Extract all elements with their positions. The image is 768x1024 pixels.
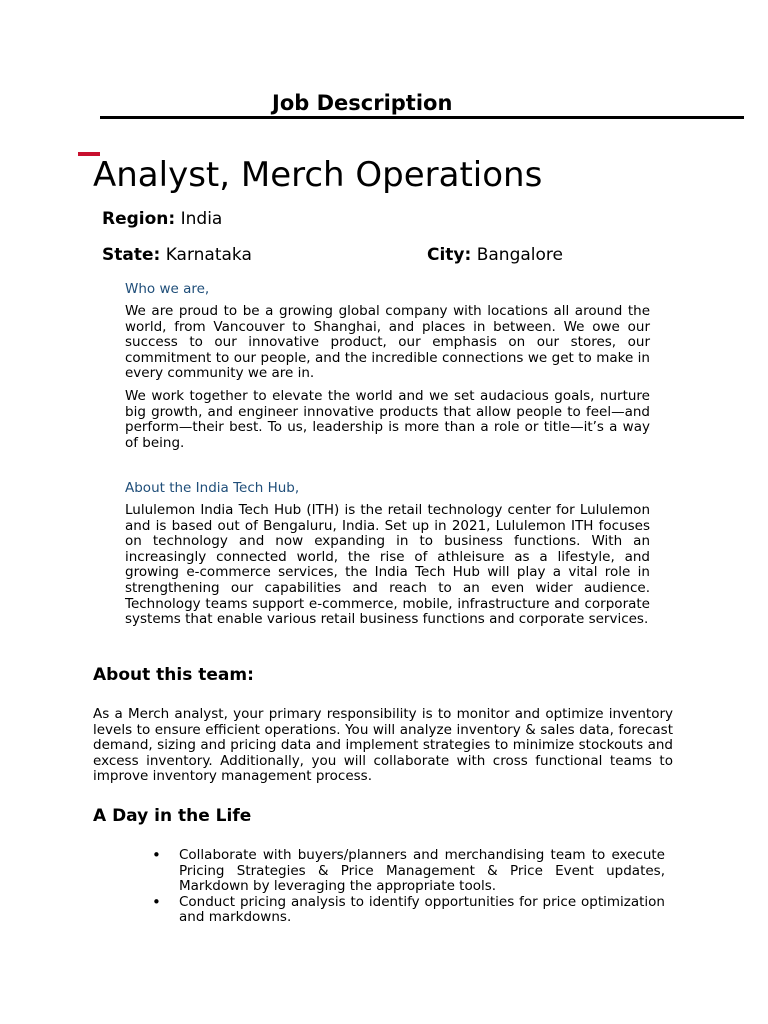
region-field: [102, 209, 222, 229]
document-header-title: Job Description: [272, 91, 453, 115]
who-we-are-heading: Who we are,: [125, 281, 210, 297]
list-item-text: Conduct pricing analysis to identify opportunities for price optimization and markdowns.: [179, 893, 665, 926]
about-team-paragraph: As a Merch analyst, your primary responsibility is to monitor and optimize inventory levels to ensure efficient operations. You will analyze inventory & sales data, forecast demand, sizing and pricing data and implement strategies to minimize stockouts and excess inventory. Additionally, you will collaborate with cross functional teams to improve inventory management process.: [93, 706, 673, 785]
bullet-icon: •: [152, 892, 161, 911]
region-value: India: [180, 209, 223, 229]
who-we-are-paragraph-2: We work together to elevate the world and we set audacious goals, nurture big growth, and engineer innovative products that allow people to feel—and perform—their best. To us, leadership is more than a role or title—it’s a way of being.: [125, 388, 650, 451]
header-divider: [100, 116, 744, 119]
bullet-icon: •: [152, 846, 161, 864]
state-field: [102, 245, 252, 265]
city-field: [427, 245, 563, 265]
about-hub-paragraph: Lululemon India Tech Hub (ITH) is the retail technology center for Lululemon and is based out of Bengaluru, India. Set up in 2021, Lululemon ITH focuses on technology and now expanding in to business functions. With an increasingly connected world, the rise of athleisure as a lifestyle, and growing e-commerce services, the India Tech Hub will play a vital role in strengthening our capabilities and reach to an even wider audience. Technology teams support e-commerce, mobile, infrastructure and corporate systems that enable various retail business functions and corporate services.: [125, 502, 650, 628]
day-in-life-heading: A Day in the Life: [93, 806, 252, 826]
city-label: City:: [427, 245, 472, 265]
city-value: Bangalore: [476, 245, 563, 265]
who-we-are-paragraph-1: We are proud to be a growing global company with locations all around the world, from Vancouver to Shanghai, and places in between. We owe our success to our innovative product, our emphasis on our stores, our commitment to our people, and the incredible connections we get to make in every community we are in.: [125, 303, 650, 382]
responsibilities-list: [150, 848, 665, 926]
job-title: Analyst, Merch Operations: [93, 155, 543, 195]
list-item: [150, 848, 665, 895]
list-item: [150, 892, 665, 926]
state-value: Karnataka: [165, 245, 252, 265]
about-hub-heading: About the India Tech Hub,: [125, 480, 300, 496]
region-label: Region:: [102, 209, 176, 229]
list-item-text: Collaborate with buyers/planners and merchandising team to execute Pricing Strategies & Price Management & Price Event updates, Markdown by leveraging the appropriate tools.: [179, 847, 665, 895]
about-team-heading: About this team:: [93, 665, 254, 685]
state-label: State:: [102, 245, 161, 265]
